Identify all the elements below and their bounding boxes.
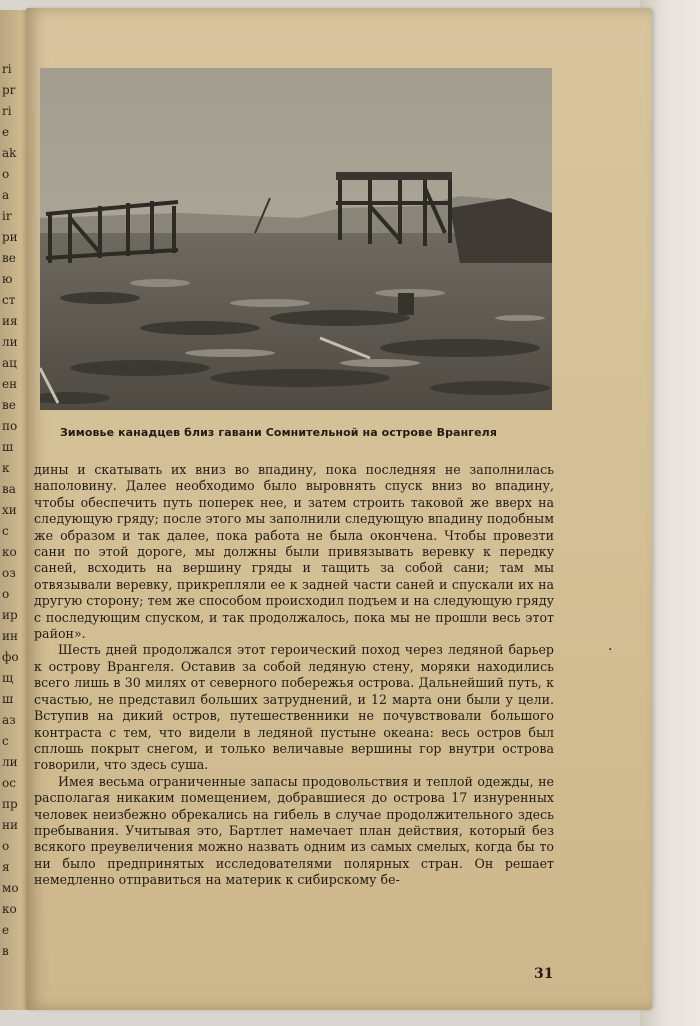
left-page-fragment: фо: [2, 650, 19, 664]
left-page-fragment: по: [2, 419, 18, 433]
left-page-fragment: ri: [2, 104, 12, 118]
left-page-fragment: ш: [2, 440, 14, 454]
photograph: [40, 68, 552, 410]
left-page-fragment: о: [2, 839, 10, 853]
left-page-fragment: ri: [2, 62, 12, 76]
photo-illustration: [40, 68, 552, 410]
left-page-fragment: ос: [2, 776, 16, 790]
left-page-fragment: ен: [2, 377, 18, 391]
left-page-fragment: ко: [2, 545, 17, 559]
left-page-fragment: e: [2, 125, 10, 139]
left-page-fragment: pr: [2, 83, 16, 97]
left-page-fragment: o: [2, 167, 10, 181]
paragraph: Имея весьма ограниченные запасы продовольствия и теплой одежды, не располагая никаким помещением, добравшиеся до острова 17 изнуренных человек неизбежно обрекались на гибель в случае продолжительного здесь пребывания. Учитывая это, Бартлет намечает план действия, который без всякого преувеличения можно назвать одним из самых смелых, когда бы то ни было предпринятых исследователями полярных стран. Он решает немедленно отправиться на материк к сибирскому бе-: [34, 773, 554, 888]
left-page-fragment: с: [2, 734, 9, 748]
left-page-fragment: ak: [2, 146, 17, 160]
photo-caption: Зимовье канадцев близ гавани Сомнительной на острове Врангеля: [60, 426, 498, 439]
left-page-fragment: ни: [2, 818, 18, 832]
left-page-fragment: о: [2, 587, 10, 601]
book-page: [26, 8, 652, 1010]
body-text: [34, 462, 554, 889]
left-page-fragment: ва: [2, 482, 16, 496]
left-page-fragment: в: [2, 944, 9, 958]
left-page-fragment: ри: [2, 230, 18, 244]
left-page-fragment: оз: [2, 566, 16, 580]
left-page-fragment: ве: [2, 251, 16, 265]
left-page-fragment: хи: [2, 503, 17, 517]
left-page-fragment: мо: [2, 881, 19, 895]
left-page-fragment: a: [2, 188, 10, 202]
left-page-fragment: щ: [2, 671, 14, 685]
left-page-fragment: ве: [2, 398, 16, 412]
margin-mark: ·: [608, 642, 613, 658]
left-page-fragment: я: [2, 860, 10, 874]
left-page-fragment: ия: [2, 314, 18, 328]
left-page-fragment: ац: [2, 356, 17, 370]
left-page-fragment: с: [2, 524, 9, 538]
page-number: 31: [534, 966, 554, 982]
left-page-fragment: ли: [2, 335, 18, 349]
left-page-fragment: ин: [2, 629, 18, 643]
paragraph: дины и скатывать их вниз во впадину, пока последняя не заполнилась наполовину. Далее необходимо было выровнять спуск вниз во впадину, чтобы обеспечить путь поперек нее, и затем строить таковой же вверх на следующую гряду; после этого мы заполнили следующую впадину подобным же образом и так далее, пока работа не была окончена. Чтобы провезти сани по этой дороге, мы должны были привязывать веревку к передку саней, всходить на вершину гряды и тащить за собой сани; там мы отвязывали веревку, прикрепляли ее к задней части саней и спускали их на другую сторону; тем же способом происходил подъем и на следующую гряду с последующим спуском, и так продолжалось, пока мы не прошли весь этот район».: [34, 462, 554, 642]
left-page-fragment: ю: [2, 272, 13, 286]
paragraph: Шесть дней продолжался этот героический поход через ледяной барьер к острову Врангеля. Оставив за собой ледяную стену, моряки находились всего лишь в 30 милях от северного побережья острова. Дальнейший путь, к счастью, не представил больших затруднений, и 12 марта они были у цели. Вступив на дикий остров, путешественники не почувствовали большого контраста с тем, что видели в ледяной пустыне океана: весь остров был сплошь покрыт снегом, и только величавые вершины гор внутри острова говорили, что здесь суша.: [34, 642, 554, 773]
left-page-fragment: аз: [2, 713, 16, 727]
left-page-fragment: ir: [2, 209, 12, 223]
left-page-fragment: ш: [2, 692, 14, 706]
left-page-fragment: пр: [2, 797, 18, 811]
left-page-fragment: ли: [2, 755, 18, 769]
left-page-fragment: ко: [2, 902, 17, 916]
left-page-fragment: к: [2, 461, 10, 475]
left-page-fragment: ир: [2, 608, 18, 622]
left-page-fragment: е: [2, 923, 10, 937]
left-page-fragment: ст: [2, 293, 16, 307]
